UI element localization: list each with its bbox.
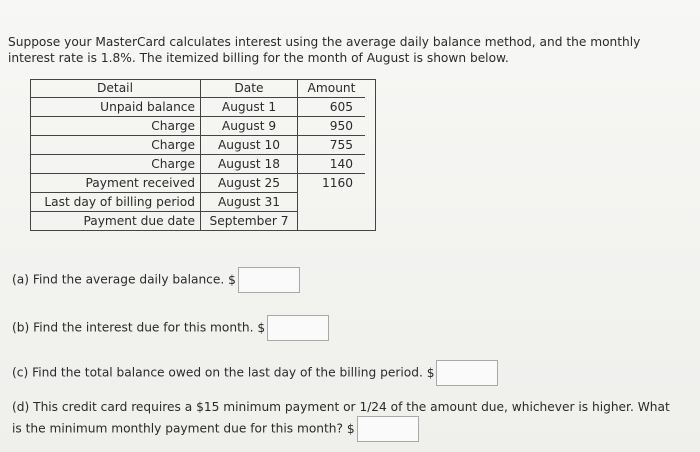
row-amount	[298, 212, 366, 231]
question-d	[12, 398, 682, 442]
row-amount: 755	[298, 136, 366, 155]
row-detail: Last day of billing period	[30, 193, 201, 212]
table-row	[30, 212, 365, 231]
question-a	[12, 267, 300, 293]
answer-b-input[interactable]	[267, 315, 329, 341]
row-amount: 140	[298, 155, 366, 174]
question-a-dollar: $	[228, 272, 236, 287]
table-row	[30, 174, 365, 193]
problem-intro: Suppose your MasterCard calculates interest using the average daily balance method, and the monthly interest rate is 1.8%. The itemized billing for the month of August is shown below.	[8, 35, 641, 65]
question-b	[12, 315, 329, 341]
billing-table	[30, 79, 365, 231]
row-date: August 9	[201, 117, 298, 136]
question-c-text: (c) Find the total balance owed on the last day of the billing period.	[12, 365, 423, 380]
header-date: Date	[201, 79, 298, 98]
row-detail: Unpaid balance	[30, 98, 201, 117]
answer-c-input[interactable]	[436, 360, 498, 386]
row-date: August 1	[201, 98, 298, 117]
row-detail: Charge	[30, 117, 201, 136]
row-date: August 18	[201, 155, 298, 174]
table-header-row	[30, 79, 365, 98]
row-date: August 10	[201, 136, 298, 155]
table-row	[30, 117, 365, 136]
row-detail: Payment due date	[30, 212, 201, 231]
header-amount: Amount	[298, 79, 366, 98]
row-amount: 950	[298, 117, 366, 136]
row-detail: Charge	[30, 155, 201, 174]
question-b-text: (b) Find the interest due for this month.	[12, 320, 254, 335]
row-amount	[298, 193, 366, 212]
question-d-text: (d) This credit card requires a $15 minimum payment or 1/24 of the amount due, whichever is higher. What is the minimum monthly payment due for this month?	[12, 400, 670, 436]
question-c-dollar: $	[426, 365, 435, 380]
question-a-text: (a) Find the average daily balance.	[12, 272, 225, 287]
answer-a-input[interactable]	[238, 267, 300, 293]
question-c	[12, 360, 498, 386]
row-amount: 605	[298, 98, 366, 117]
question-d-dollar: $	[346, 421, 355, 436]
header-detail: Detail	[30, 79, 201, 98]
row-amount: 1160	[321, 176, 353, 191]
table-row	[30, 155, 365, 174]
row-date: August 25	[201, 174, 298, 193]
table-row	[30, 98, 365, 117]
answer-d-input[interactable]	[357, 416, 419, 442]
question-b-dollar: $	[257, 320, 266, 335]
table-row	[30, 136, 365, 155]
row-detail: Charge	[30, 136, 201, 155]
row-detail: Payment received	[30, 174, 201, 193]
row-date: September 7	[201, 212, 298, 231]
table-row	[30, 193, 365, 212]
row-date: August 31	[201, 193, 298, 212]
